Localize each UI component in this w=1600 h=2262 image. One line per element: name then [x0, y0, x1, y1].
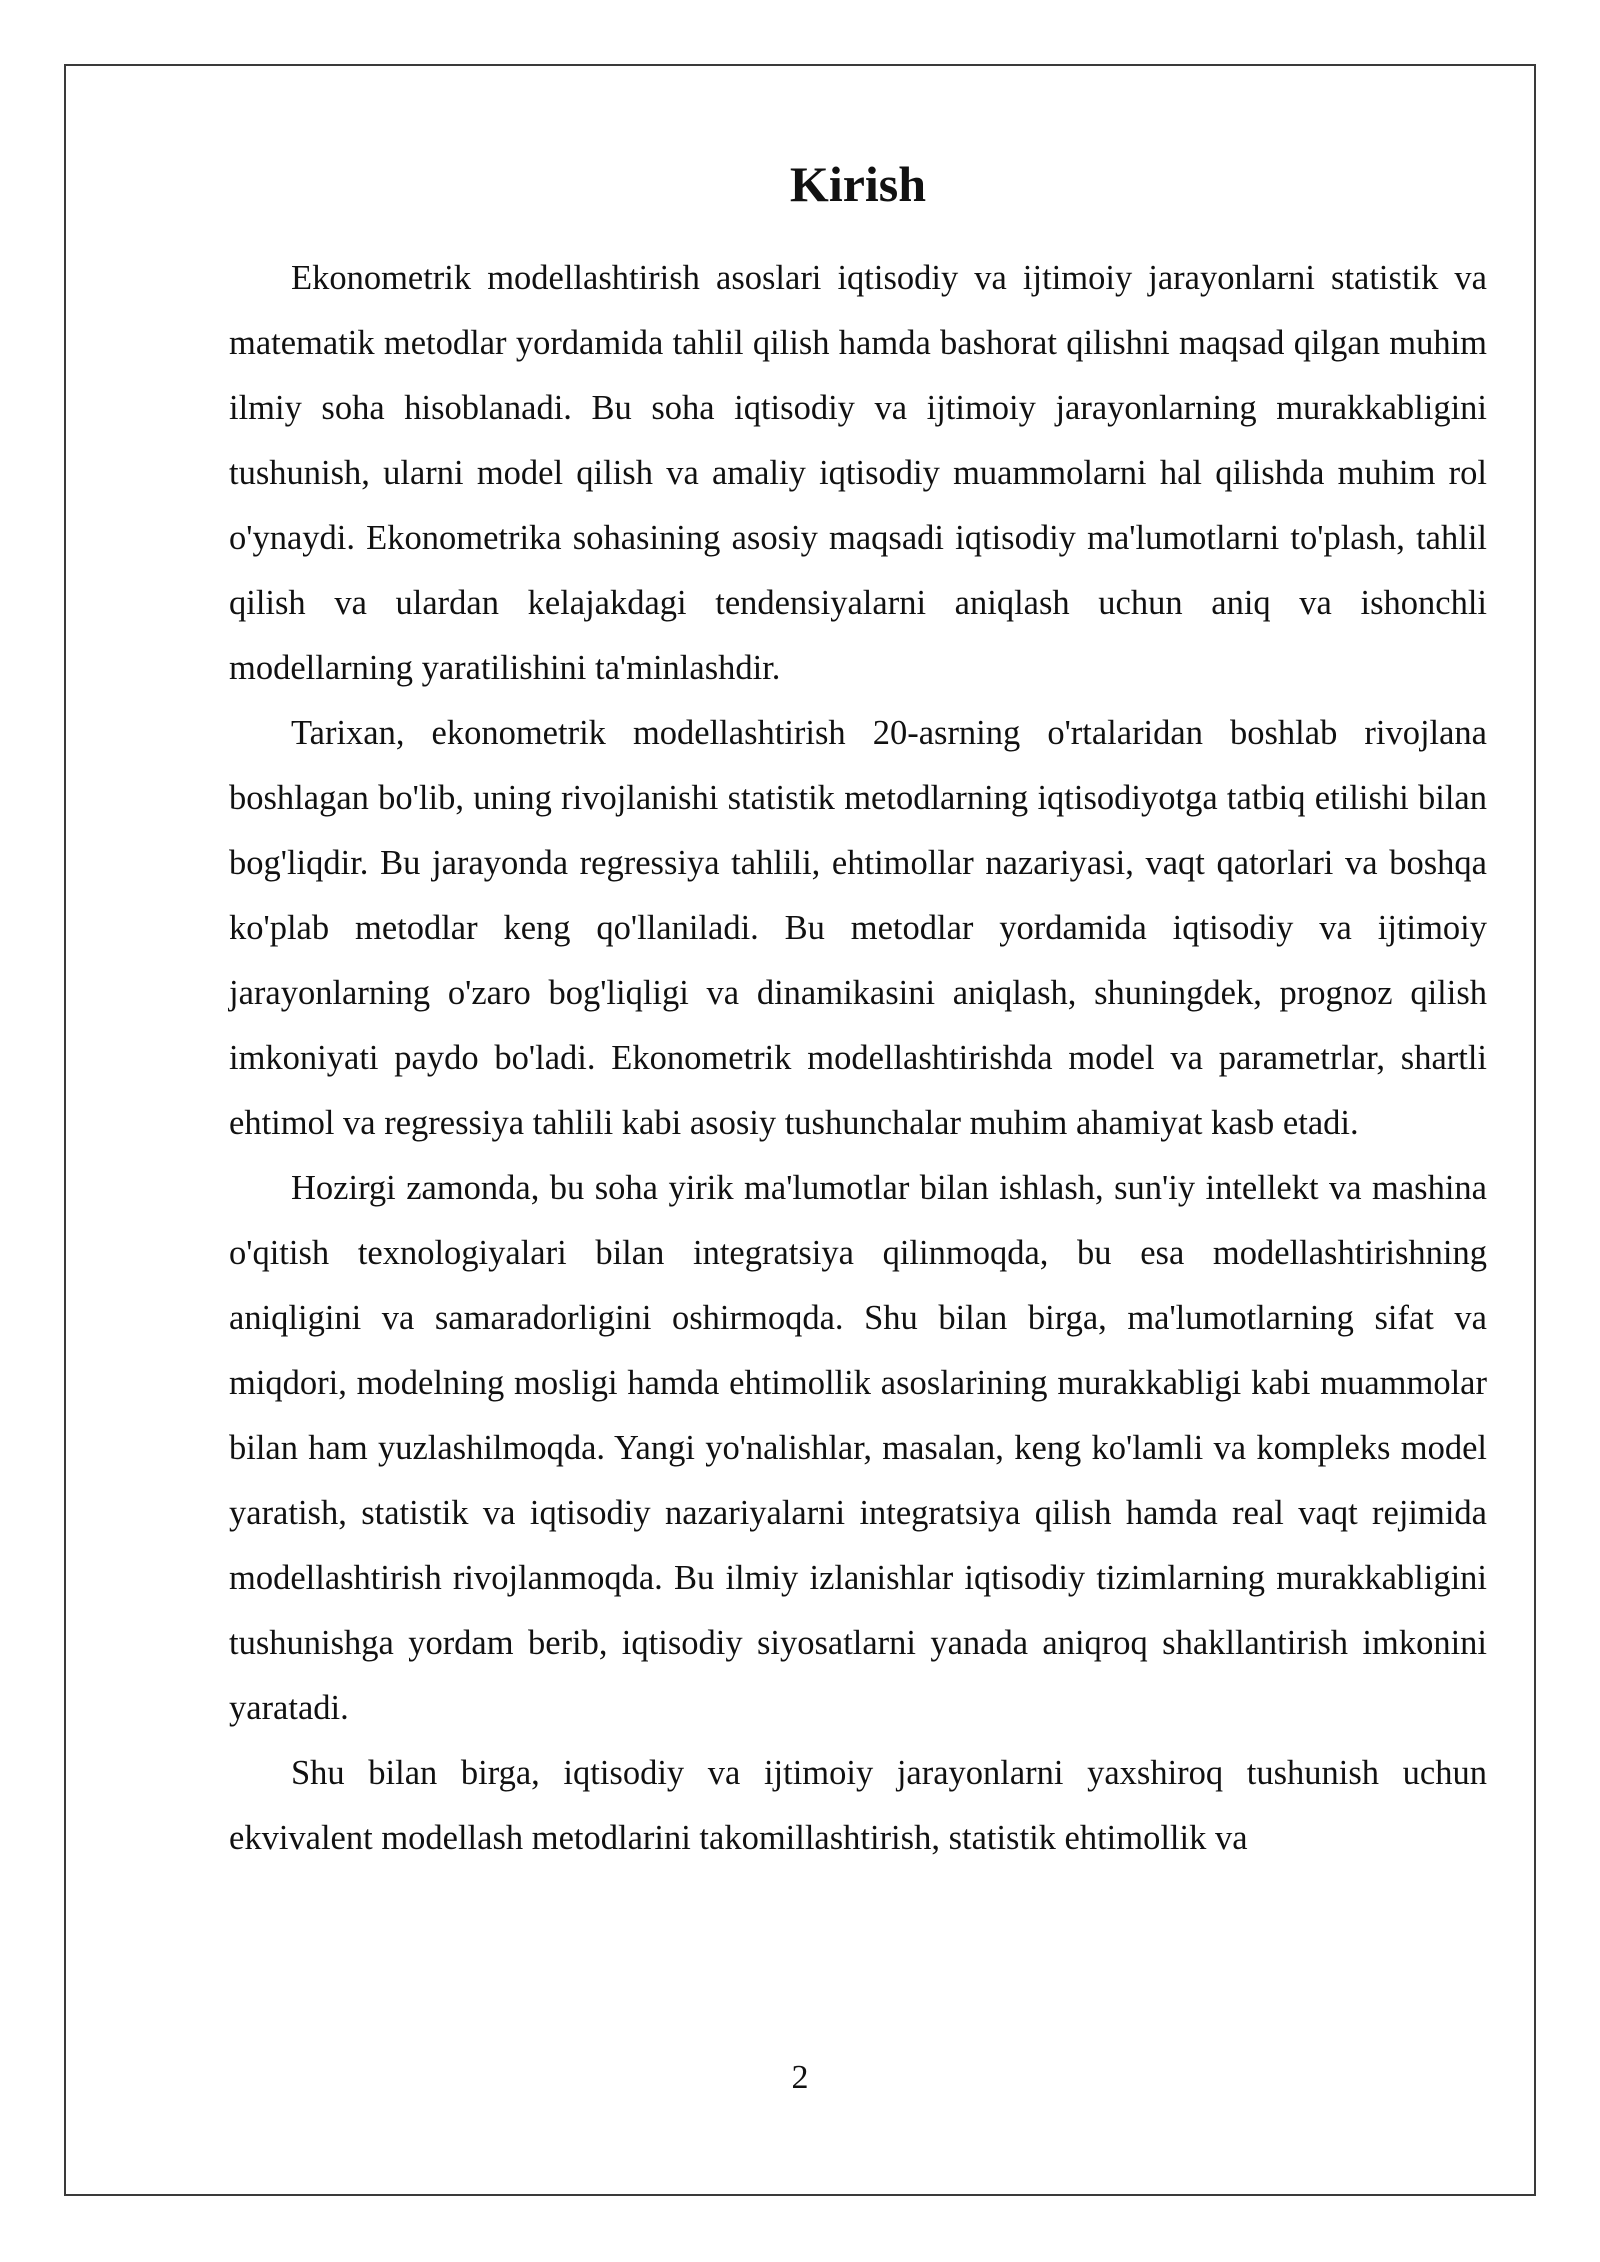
page-title: Kirish	[789, 156, 927, 212]
paragraph-1: Ekonometrik modellashtirish asoslari iqtisodiy va ijtimoiy jarayonlarni statistik va matematik metodlar yordamida tahlil qilish hamda bashorat qilishni maqsad qilgan muhim ilmiy soha hisoblanadi. Bu soha iqtisodiy va ijtimoiy jarayonlarning murakkabligini tushunish, ularni model qilish va amaliy iqtisodiy muammolarni hal qilishda muhim rol o'ynaydi. Ekonometrika sohasining asosiy maqsadi iqtisodiy ma'lumotlarni to'plash, tahlil qilish va ulardan kelajakdagi tendensiyalarni aniqlash uchun aniq va ishonchli modellarning yaratilishini ta'minlashdir.	[229, 259, 1487, 687]
page-content	[229, 150, 1487, 1871]
paragraph-3: Hozirgi zamonda, bu soha yirik ma'lumotlar bilan ishlash, sun'iy intellekt va mashina o'qitish texnologiyalari bilan integratsiya qilinmoqda, bu esa modellashtirishning aniqligini va samaradorligini oshirmoqda. Shu bilan birga, ma'lumotlarning sifat va miqdori, modelning mosligi hamda ehtimollik asoslarining murakkabligi kabi muammolar bilan ham yuzlashilmoqda. Yangi yo'nalishlar, masalan, keng ko'lamli va kompleks model yaratish, statistik va iqtisodiy nazariyalarni integratsiya qilish hamda real vaqt rejimida modellashtirish rivojlanmoqda. Bu ilmiy izlanishlar iqtisodiy tizimlarning murakkabligini tushunishga yordam berib, iqtisodiy siyosatlarni yanada aniqroq shakllantirish imkonini yaratadi.	[229, 1169, 1487, 1727]
page-number: 2	[791, 2059, 809, 2096]
paragraph-2: Tarixan, ekonometrik modellashtirish 20-asrning o'rtalaridan boshlab rivojlana boshlagan bo'lib, uning rivojlanishi statistik metodlarning iqtisodiyotga tatbiq etilishi bilan bog'liqdir. Bu jarayonda regressiya tahlili, ehtimollar nazariyasi, vaqt qatorlari va boshqa ko'plab metodlar keng qo'llaniladi. Bu metodlar yordamida iqtisodiy va ijtimoiy jarayonlarning o'zaro bog'liqligi va dinamikasini aniqlash, shuningdek, prognoz qilish imkoniyati paydo bo'ladi. Ekonometrik modellashtirishda model va parametrlar, shartli ehtimol va regressiya tahlili kabi asosiy tushunchalar muhim ahamiyat kasb etadi.	[229, 714, 1487, 1142]
paragraph-4: Shu bilan birga, iqtisodiy va ijtimoiy jarayonlarni yaxshiroq tushunish uchun ekvivalent modellash metodlarini takomillashtirish, statistik ehtimollik va	[229, 1754, 1487, 1857]
